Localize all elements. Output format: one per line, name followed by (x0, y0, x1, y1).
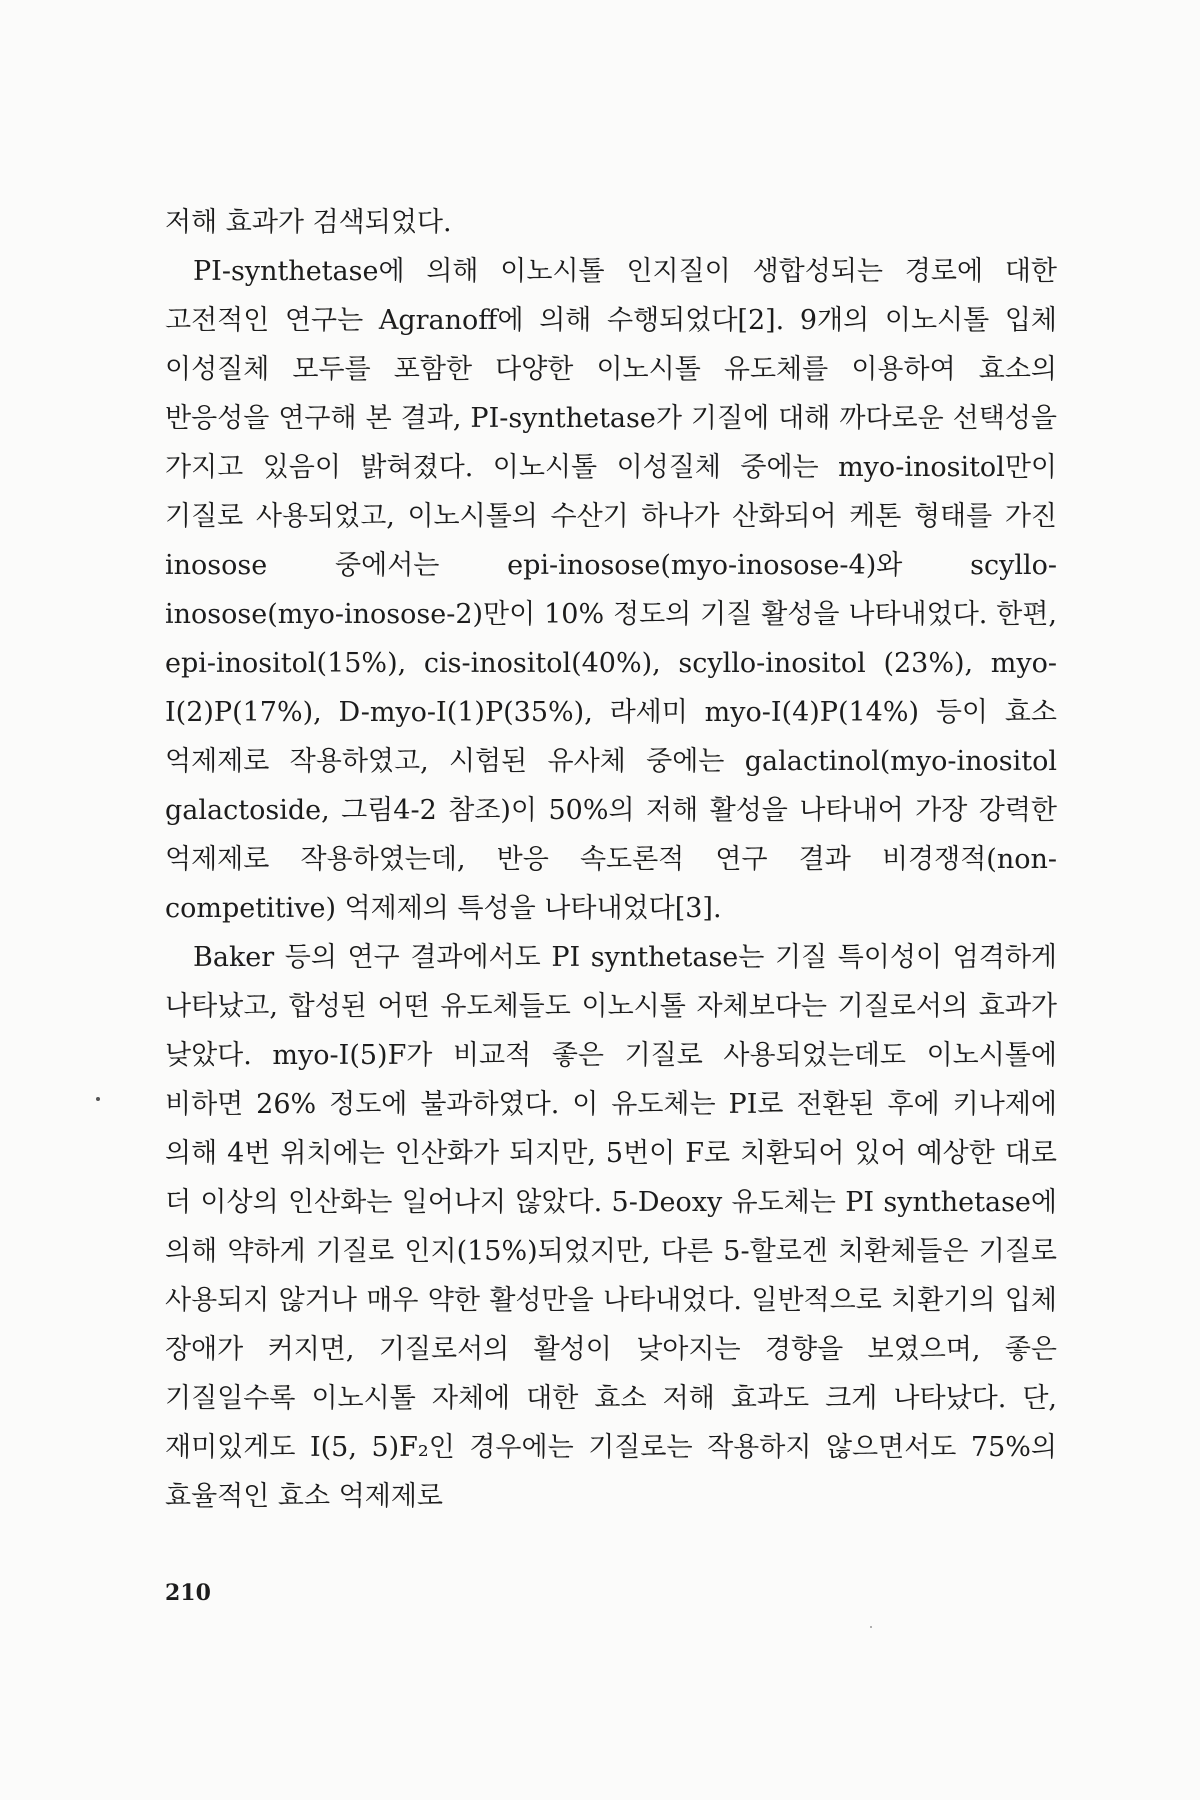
margin-speck-lower (870, 1626, 872, 1628)
page-number: 210 (165, 1580, 211, 1606)
body-text (165, 198, 1057, 1521)
paragraph-baker: Baker 등의 연구 결과에서도 PI synthetase는 기질 특이성이 엄격하게 나타났고, 합성된 어떤 유도체들도 이노시톨 자체보다는 기질로서의 효과가 낮았다. myo-I(5)F가 비교적 좋은 기질로 사용되었는데도 이노시톨에 비하면 26% 정도에 불과하였다. 이 유도체는 PI로 전환된 후에 키나제에 의해 4번 위치에는 인산화가 되지만, 5번이 F로 치환되어 있어 예상한 대로 더 이상의 인산화는 일어나지 않았다. 5-Deoxy 유도체는 PI synthetase에 의해 약하게 기질로 인지(15%)되었지만, 다른 5-할로겐 치환체들은 기질로 사용되지 않거나 매우 약한 활성만을 나타내었다. 일반적으로 치환기의 입체 장애가 커지면, 기질로서의 활성이 낮아지는 경향을 보였으며, 좋은 기질일수록 이노시톨 자체에 대한 효소 저해 효과도 크게 나타났다. 단, 재미있게도 I(5, 5)F₂인 경우에는 기질로는 작용하지 않으면서도 75%의 효율적인 효소 억제제로 (165, 942, 1057, 1512)
margin-speck (96, 1097, 100, 1101)
paragraph-continuation: 저해 효과가 검색되었다. (165, 207, 452, 238)
paragraph-agranoff: PI-synthetase에 의해 이노시톨 인지질이 생합성되는 경로에 대한 고전적인 연구는 Agranoff에 의해 수행되었다[2]. 9개의 이노시톨 입체 이성질체 모두를 포함한 다양한 이노시톨 유도체를 이용하여 효소의 반응성을 연구해 본 결과, PI-synthetase가 기질에 대해 까다로운 선택성을 가지고 있음이 밝혀졌다. 이노시톨 이성질체 중에는 myo-inositol만이 기질로 사용되었고, 이노시톨의 수산기 하나가 산화되어 케톤 형태를 가진 inosose 중에서는 epi-inosose(myo-inosose-4)와 scyllo-inosose(myo-inosose-2)만이 10% 정도의 기질 활성을 나타내었다. 한편, epi-inositol(15%), cis-inositol(40%), scyllo-inositol (23%), myo-I(2)P(17%), D-myo-I(1)P(35%), 라세미 myo-I(4)P(14%) 등이 효소 억제제로 작용하였고, 시험된 유사체 중에는 galactinol(myo-inositol galactoside, 그림4-2 참조)이 50%의 저해 활성을 나타내어 가장 강력한 억제제로 작용하였는데, 반응 속도론적 연구 결과 비경쟁적(non-competitive) 억제제의 특성을 나타내었다[3]. (165, 256, 1057, 924)
